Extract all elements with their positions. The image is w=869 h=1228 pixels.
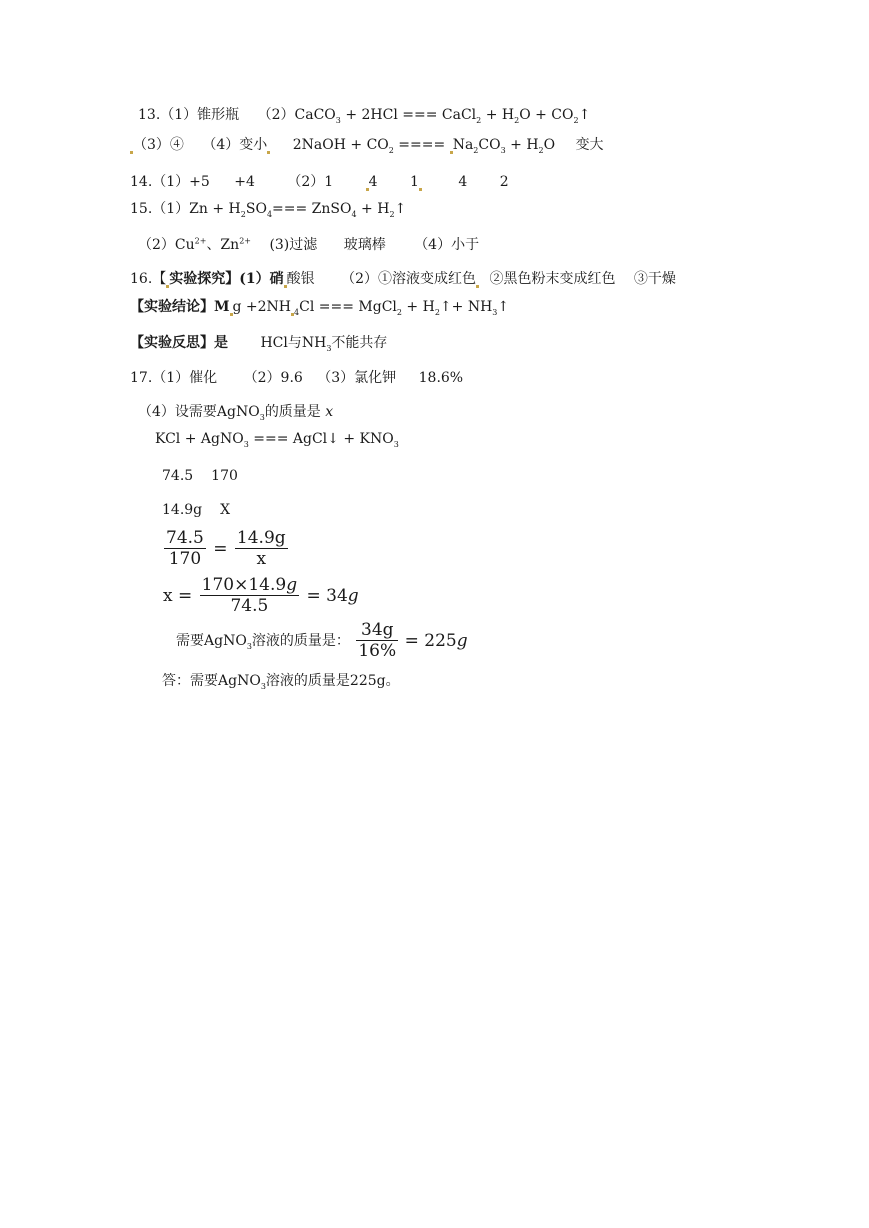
- q17-equation-solve: x = $\frac{170\times 14.9g}{74.5}$ = 34g: [163, 575, 359, 616]
- q15-line1: $15.(1)Zn + H_2SO_4===$ ZnSO$_4$ + $H_2↑$: [130, 201, 407, 219]
- mark-dot: [267, 151, 270, 154]
- q17-equation-proportion: $\frac{74.5}{170}$ = $\frac{14.9g}{x}$: [166, 528, 286, 569]
- q14-part2: +4: [234, 174, 255, 190]
- q13-equation2: 2NaOH + $CO_2$ ==== $Na_2CO_3 + H_2O$: [292, 137, 556, 155]
- q14-part1: 14.（1）+5: [130, 174, 210, 190]
- mark-dot: [476, 285, 479, 288]
- q16-line1: 16.【 实验探究】(1）硝 酸银 （2）①溶液变成红色 ②黑色粉末变成红色 ③干燥: [130, 271, 676, 287]
- q15-filter: (3)过滤: [269, 237, 318, 253]
- q15-glass-rod: 玻璃棒: [343, 237, 386, 253]
- q17-line2: （4）设需要AgNO$_3$的质量是 x: [138, 404, 334, 422]
- q17-line5: 14.9g X: [162, 502, 231, 518]
- q17-line1: 17.（1）催化 （2）9.6 （3）氯化钾 18.6%: [130, 370, 464, 386]
- q16-line3: 【实验反思】是 HCl与$NH_3$不能共存: [130, 335, 388, 353]
- q17-answer: 答：需要AgNO$_3$溶液的质量是225g。: [162, 673, 400, 691]
- mark-dot: [419, 188, 422, 191]
- q16-line2: 【实验结论】M g +2NH $_4$Cl === MgCl$_2$ + $H_2↑+$ $NH_3↑$: [130, 299, 510, 317]
- q17-equation-solution-mass: 需要AgNO$_3$溶液的质量是： $\frac{34g}{16\%}$ = 225g: [176, 620, 468, 661]
- q14-part4: 4: [366, 174, 378, 190]
- q17-line3: KCl + AgNO$_3$ === AgCl↓ + $KNO_3$: [155, 431, 399, 449]
- q13-sub4: （4）变小: [202, 137, 268, 153]
- q13-answer-bigger: 变大: [575, 137, 604, 153]
- q14-part7: 2: [499, 174, 509, 190]
- q14-part5: 1: [410, 174, 422, 190]
- q13-part2: （2）CaCO$_3$ + 2HCl === CaCl$_2$ + $H_2O$ + $CO_2↑$: [257, 107, 591, 125]
- q16-result1: （2）①溶液变成红色: [341, 271, 477, 287]
- q15-line2: $(2)Cu^{2+}$、$Zn^{2+}$ (3)过滤 玻璃棒 （4）小于: [138, 236, 480, 253]
- q14-line: [130, 173, 509, 191]
- q13-line1: [138, 106, 590, 124]
- q13-sub3: （3）④: [133, 137, 184, 153]
- q17-line4: 74.5 170: [162, 468, 238, 484]
- q13-line2: [130, 136, 604, 154]
- q15-less-than: （4）小于: [414, 237, 480, 253]
- q14-part6: 4: [458, 174, 468, 190]
- q13-part1: 13.（1）锥形瓶: [138, 107, 240, 123]
- q16-result2: ②黑色粉末变成红色: [489, 271, 616, 287]
- q16-result3: ③干燥: [633, 271, 676, 287]
- q14-part3: （2）1: [287, 174, 334, 190]
